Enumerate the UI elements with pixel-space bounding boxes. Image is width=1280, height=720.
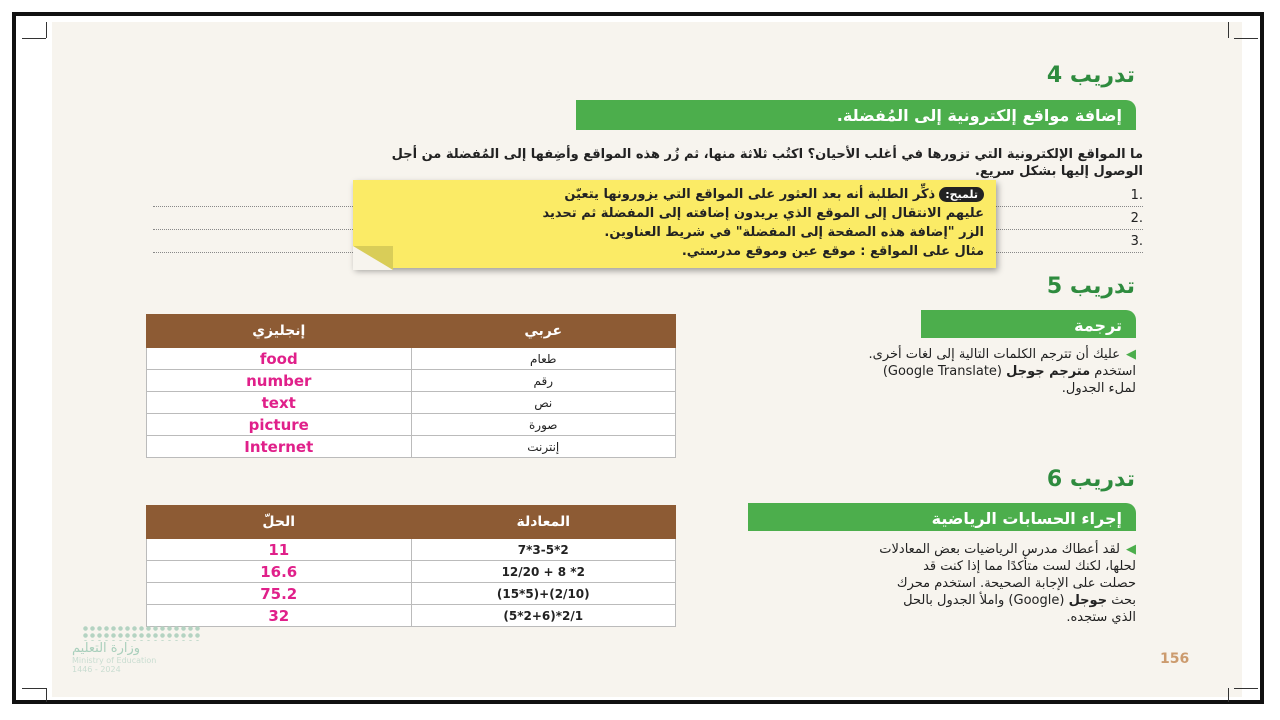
column-header-english: إنجليزي <box>147 315 412 348</box>
table-row <box>147 539 676 561</box>
ex6-text-part: (Google) واملأ الجدول بالحل <box>903 593 1069 608</box>
arabic-cell: إنترنت <box>411 436 676 458</box>
hint-sticky-note <box>353 180 996 268</box>
exercise-5-title: تدريب 5 <box>1046 274 1135 299</box>
logo-dots-icon <box>82 625 202 641</box>
english-cell[interactable]: picture <box>147 414 412 436</box>
arabic-cell: رقم <box>411 370 676 392</box>
exercise-6-title: تدريب 6 <box>1046 467 1135 492</box>
bullet-icon: ◀ <box>1126 542 1136 557</box>
ex6-text-line: لحلها، لكنك لست متأكدًا مما إذا كنت قد <box>923 559 1136 574</box>
crop-mark <box>1234 38 1258 39</box>
table-row <box>147 370 676 392</box>
exercise-4-question <box>143 146 1143 180</box>
hint-line: ذكِّر الطلبة أنه بعد العثور على المواقع التي يزورونها يتعيّن <box>564 187 936 202</box>
ex6-text-line: حصلت على الإجابة الصحيحة. استخدم محرك <box>896 576 1136 591</box>
crop-mark <box>22 688 46 689</box>
equation-cell: (15*5)+(2/10) <box>411 583 676 605</box>
solution-cell[interactable]: 75.2 <box>147 583 412 605</box>
page-number: 156 <box>1160 651 1190 667</box>
table-row <box>147 392 676 414</box>
ex5-text-line: عليك أن تترجم الكلمات التالية إلى لغات أخرى. <box>868 347 1120 362</box>
column-header-arabic: عربي <box>411 315 676 348</box>
column-header-solution: الحلّ <box>147 506 412 539</box>
table-row <box>147 414 676 436</box>
logo-subtext: Ministry of Education <box>72 656 157 665</box>
question-line: ما المواقع الإلكترونية التي تزورها في أغلب الأحيان؟ اكتُب ثلاثة منها، ثم زُر هذه المواقع وأضِفها إلى المُفضلة من أجل <box>391 147 1143 162</box>
hint-tag: تلميح: <box>939 187 984 202</box>
arabic-cell: طعام <box>411 348 676 370</box>
table-row <box>147 436 676 458</box>
english-cell[interactable]: number <box>147 370 412 392</box>
crop-mark <box>1234 688 1258 689</box>
exercise-4-subtitle: إضافة مواقع إلكترونية إلى المُفضلة. <box>576 100 1136 130</box>
line-number: 2. <box>1127 211 1143 226</box>
ex5-text-part: (Google Translate) <box>882 364 1007 379</box>
table-row <box>147 605 676 627</box>
exercise-5-subtitle: ترجمة <box>921 310 1136 338</box>
table-row <box>147 583 676 605</box>
column-header-equation: المعادلة <box>411 506 676 539</box>
exercise-6-subtitle: إجراء الحسابات الرياضية <box>748 503 1136 531</box>
ex6-text-line: الذي ستجده. <box>1066 610 1136 625</box>
table-row <box>147 561 676 583</box>
equation-cell: 7*3-5*2 <box>411 539 676 561</box>
english-cell[interactable]: Internet <box>147 436 412 458</box>
question-line: الوصول إليها بشكل سريع. <box>974 164 1143 179</box>
table-header-row <box>147 506 676 539</box>
hint-line: مثال على المواقع : موقع عين وموقع مدرستي. <box>681 244 984 259</box>
crop-mark <box>46 688 47 702</box>
english-cell[interactable]: text <box>147 392 412 414</box>
equation-cell: (5*2+6)*2/1 <box>411 605 676 627</box>
exercise-4-title: تدريب 4 <box>1046 63 1135 88</box>
equation-cell: 12/20 + 8 *2 <box>411 561 676 583</box>
crop-mark <box>46 22 47 38</box>
table-header-row <box>147 315 676 348</box>
ex6-text-bold: جوجل <box>1068 593 1108 608</box>
table-row <box>147 348 676 370</box>
logo-subtext: 2024 - 1446 <box>72 665 121 674</box>
ex5-text-bold: مترجم جوجل <box>1006 364 1091 379</box>
equations-table <box>146 505 676 627</box>
arabic-cell: صورة <box>411 414 676 436</box>
solution-cell[interactable]: 32 <box>147 605 412 627</box>
bullet-icon: ◀ <box>1126 347 1136 362</box>
solution-cell[interactable]: 11 <box>147 539 412 561</box>
exercise-5-text <box>706 346 1136 397</box>
solution-cell[interactable]: 16.6 <box>147 561 412 583</box>
line-number: 1. <box>1127 188 1143 203</box>
line-number: 3. <box>1127 234 1143 249</box>
ex5-text-line: لملء الجدول. <box>1061 381 1136 396</box>
ministry-logo <box>72 625 202 685</box>
crop-mark <box>1228 22 1229 38</box>
english-cell[interactable]: food <box>147 348 412 370</box>
exercise-6-text <box>706 541 1136 626</box>
crop-mark <box>22 38 46 39</box>
crop-mark <box>1228 688 1229 702</box>
arabic-cell: نص <box>411 392 676 414</box>
hint-line: الزر "إضافة هذه الصفحة إلى المفضلة" في شريط العناوين. <box>604 225 984 240</box>
ex5-text-part: استخدم <box>1090 364 1136 379</box>
logo-text: وزارة التعليم <box>72 641 141 656</box>
translation-table <box>146 314 676 458</box>
note-fold-corner <box>353 246 393 270</box>
ex6-text-line: لقد أعطاك مدرس الرياضيات بعض المعادلات <box>879 542 1120 557</box>
ex6-text-part: بحث <box>1107 593 1136 608</box>
hint-line: عليهم الانتقال إلى الموقع الذي يريدون إضافته إلى المفضلة ثم تحديد <box>542 206 984 221</box>
